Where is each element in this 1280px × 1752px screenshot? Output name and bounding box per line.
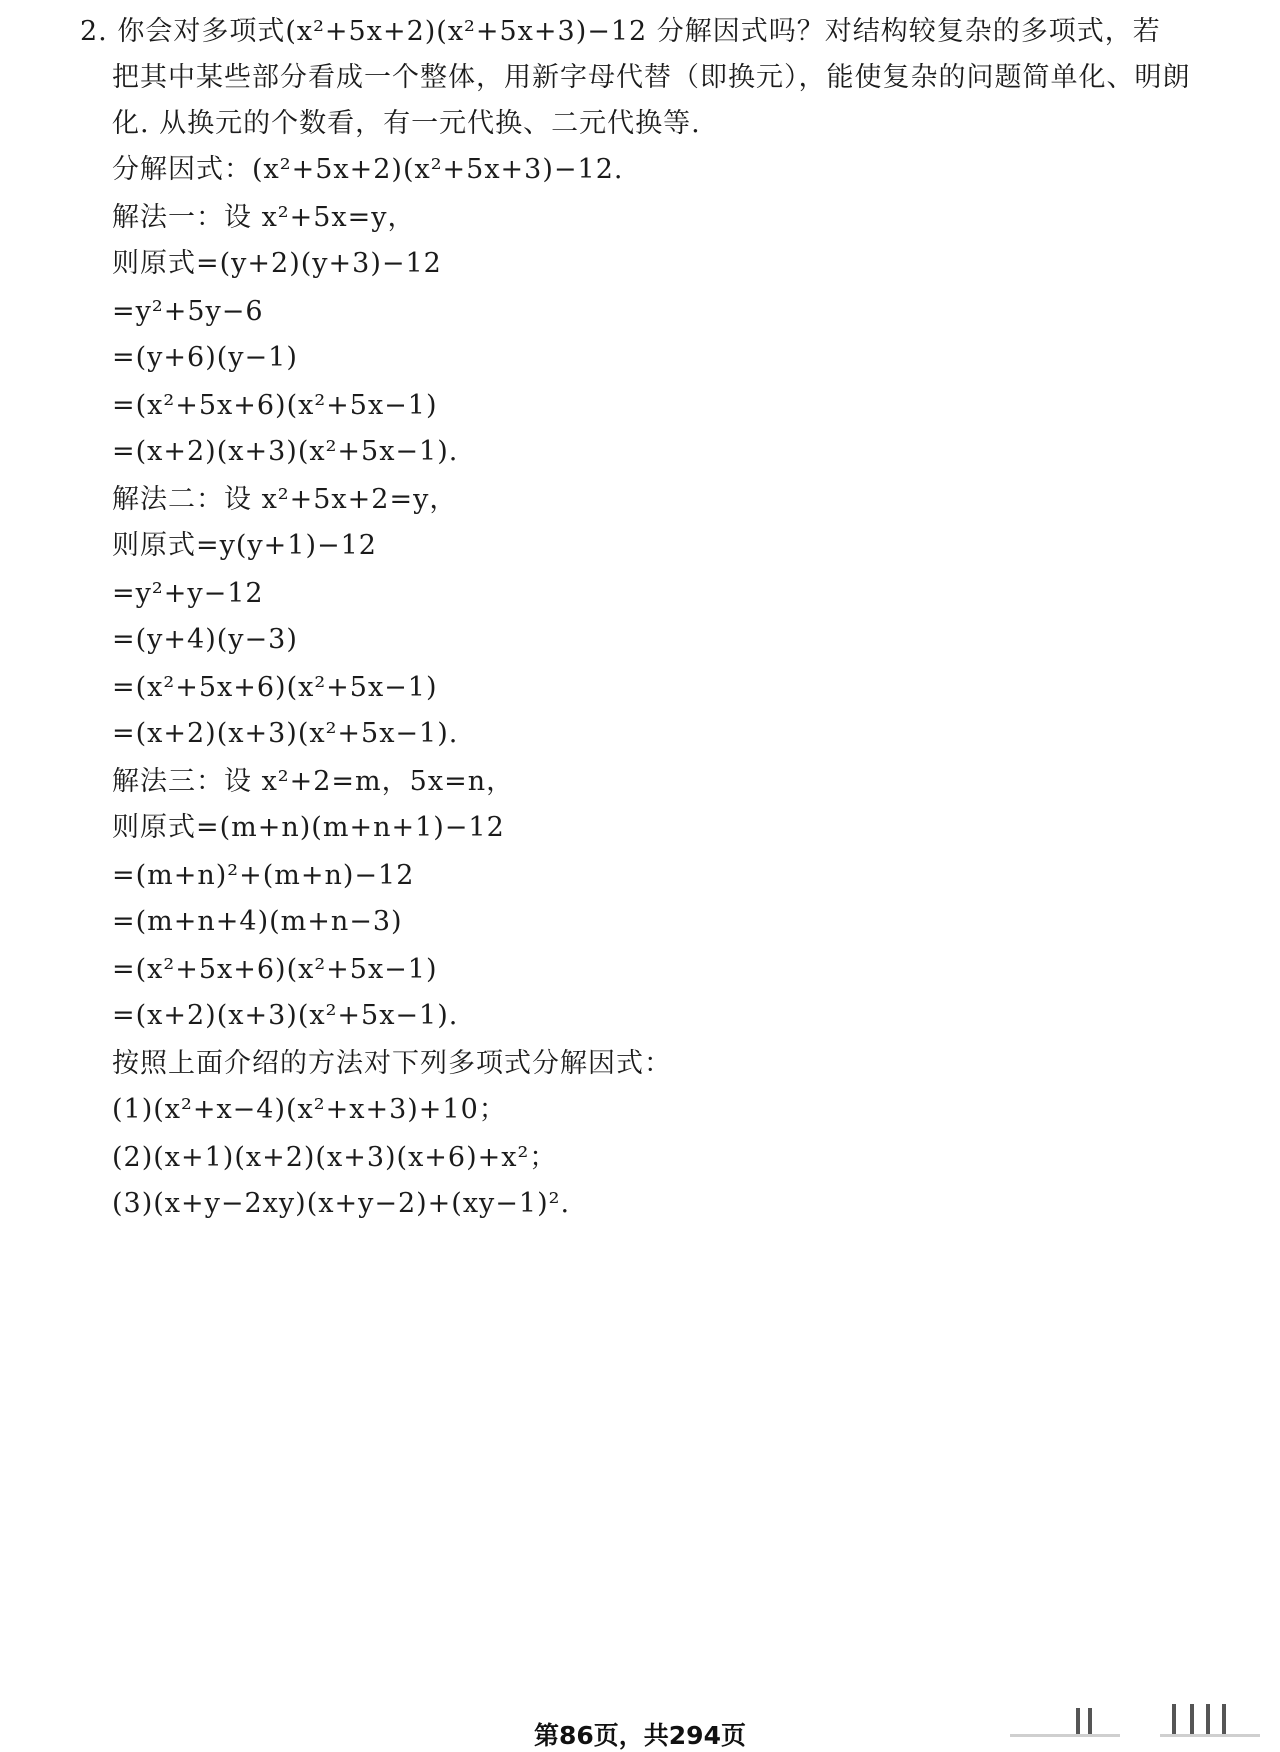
exercise-item-3: (3)(x+y−2xy)(x+y−2)+(xy−1)². [112, 1188, 571, 1219]
solution-3-step-5: =(x+2)(x+3)(x²+5x−1). [112, 1000, 459, 1031]
problem-statement-line-1: 2. 你会对多项式(x²+5x+2)(x²+5x+3)−12 分解因式吗？对结构较复杂的多项式，若 [80, 16, 1161, 47]
problem-statement-line-2: 把其中某些部分看成一个整体，用新字母代替（即换元），能使复杂的问题简单化、明朗 [112, 62, 1191, 93]
solution-3-setup: 解法三：设 x²+2=m，5x=n， [112, 766, 515, 797]
page-indicator: 第86页，共294页 [534, 1721, 746, 1750]
problem-statement-line-3: 化. 从换元的个数看，有一元代换、二元代换等. [112, 108, 701, 139]
solution-3-step-2: =(m+n)²+(m+n)−12 [112, 860, 415, 891]
solution-2-step-1: 则原式=y(y+1)−12 [112, 530, 377, 561]
solution-1-step-1: 则原式=(y+2)(y+3)−12 [112, 248, 442, 279]
exercise-instruction: 按照上面介绍的方法对下列多项式分解因式： [112, 1048, 672, 1079]
solution-3-step-3: =(m+n+4)(m+n−3) [112, 906, 403, 937]
solution-2-step-4: =(x²+5x+6)(x²+5x−1) [112, 672, 438, 703]
example-prompt: 分解因式：(x²+5x+2)(x²+5x+3)−12. [112, 154, 624, 185]
solution-1-setup: 解法一：设 x²+5x=y， [112, 202, 416, 233]
solution-3-step-4: =(x²+5x+6)(x²+5x−1) [112, 954, 438, 985]
solution-2-step-3: =(y+4)(y−3) [112, 624, 298, 655]
solution-1-step-5: =(x+2)(x+3)(x²+5x−1). [112, 436, 459, 467]
solution-1-step-4: =(x²+5x+6)(x²+5x−1) [112, 390, 438, 421]
solution-3-step-1: 则原式=(m+n)(m+n+1)−12 [112, 812, 505, 843]
exercise-item-2: (2)(x+1)(x+2)(x+3)(x+6)+x²； [112, 1142, 558, 1173]
solution-2-step-5: =(x+2)(x+3)(x²+5x−1). [112, 718, 459, 749]
solution-1-step-3: =(y+6)(y−1) [112, 342, 298, 373]
solution-2-step-2: =y²+y−12 [112, 578, 264, 609]
exercise-item-1: (1)(x²+x−4)(x²+x+3)+10； [112, 1094, 507, 1125]
solution-1-step-2: =y²+5y−6 [112, 296, 264, 327]
solution-2-setup: 解法二：设 x²+5x+2=y， [112, 484, 458, 515]
